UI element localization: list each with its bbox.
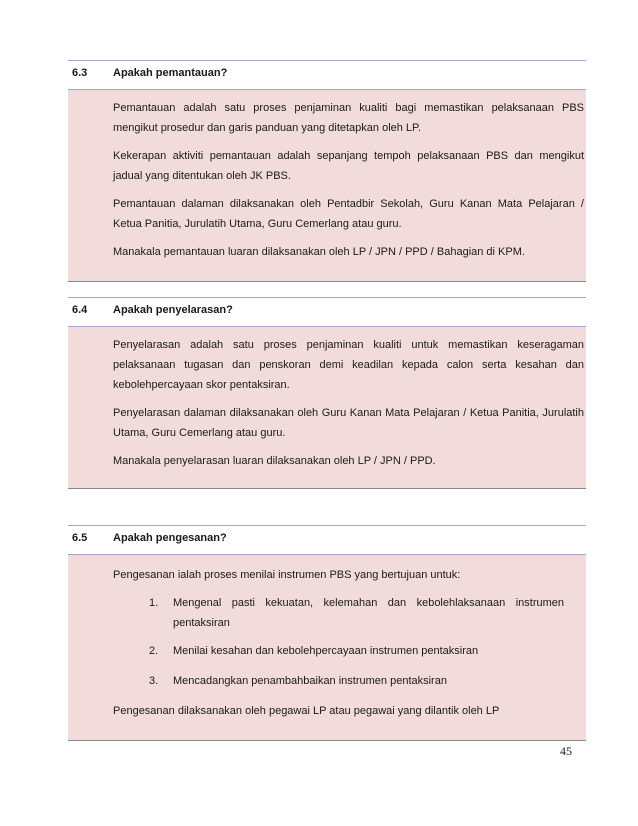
list-text: Mengenal pasti kekuatan, kelemahan dan kebolehlaksanaan instrumen pentaksiran <box>173 597 564 629</box>
paragraph: Penyelarasan adalah satu proses penjaminan kualiti untuk memastikan keseragaman pelaksanaan tugasan dan penskoran demi keadilan kepada calon serta kesahan dan kebolehpercayaan skor pentaksiran. <box>113 339 584 391</box>
paragraph: Pemantauan adalah satu proses penjaminan kualiti bagi memastikan pelaksanaan PBS mengikut prosedur dan garis panduan yang ditetapkan oleh LP. <box>113 102 584 134</box>
list-number: 1. <box>149 597 159 609</box>
section-number: 6.5 <box>72 532 88 544</box>
answer-box <box>68 555 586 741</box>
page-number: 45 <box>560 744 572 758</box>
question-row <box>68 525 586 555</box>
paragraph: Kekerapan aktiviti pemantauan adalah sepanjang tempoh pelaksanaan PBS dan mengikut jadual yang ditentukan oleh JK PBS. <box>113 150 584 182</box>
intro-text: Pengesanan ialah proses menilai instrumen PBS yang bertujuan untuk: <box>113 569 461 581</box>
section-number: 6.3 <box>72 67 88 79</box>
section-title: Apakah penyelarasan? <box>113 304 233 316</box>
list-number: 3. <box>149 675 159 687</box>
paragraph: Penyelarasan dalaman dilaksanakan oleh Guru Kanan Mata Pelajaran / Ketua Panitia, Jurulatih Utama, Guru Cemerlang atau guru. <box>113 407 584 439</box>
question-row <box>68 60 586 90</box>
closing-text: Pengesanan dilaksanakan oleh pegawai LP atau pegawai yang dilantik oleh LP <box>113 705 500 717</box>
section-number: 6.4 <box>72 304 88 316</box>
section-6-4 <box>68 297 586 489</box>
list-number: 2. <box>149 645 159 657</box>
list-item <box>113 641 586 661</box>
section-6-3 <box>68 60 586 282</box>
paragraph: Manakala penyelarasan luaran dilaksanakan oleh LP / JPN / PPD. <box>113 455 436 467</box>
section-title: Apakah pengesanan? <box>113 532 227 544</box>
section-6-5 <box>68 525 586 741</box>
paragraph: Pemantauan dalaman dilaksanakan oleh Pentadbir Sekolah, Guru Kanan Mata Pelajaran / Ketua Panitia, Jurulatih Utama, Guru Cemerlang atau guru. <box>113 198 584 230</box>
list-item <box>113 671 586 691</box>
answer-box <box>68 90 586 282</box>
section-title: Apakah pemantauan? <box>113 67 228 79</box>
question-row <box>68 297 586 327</box>
list-item <box>113 593 586 633</box>
list-text: Mencadangkan penambahbaikan instrumen pentaksiran <box>173 675 447 687</box>
list-text: Menilai kesahan dan kebolehpercayaan instrumen pentaksiran <box>173 645 479 657</box>
answer-box <box>68 327 586 489</box>
paragraph: Manakala pemantauan luaran dilaksanakan oleh LP / JPN / PPD / Bahagian di KPM. <box>113 246 525 258</box>
